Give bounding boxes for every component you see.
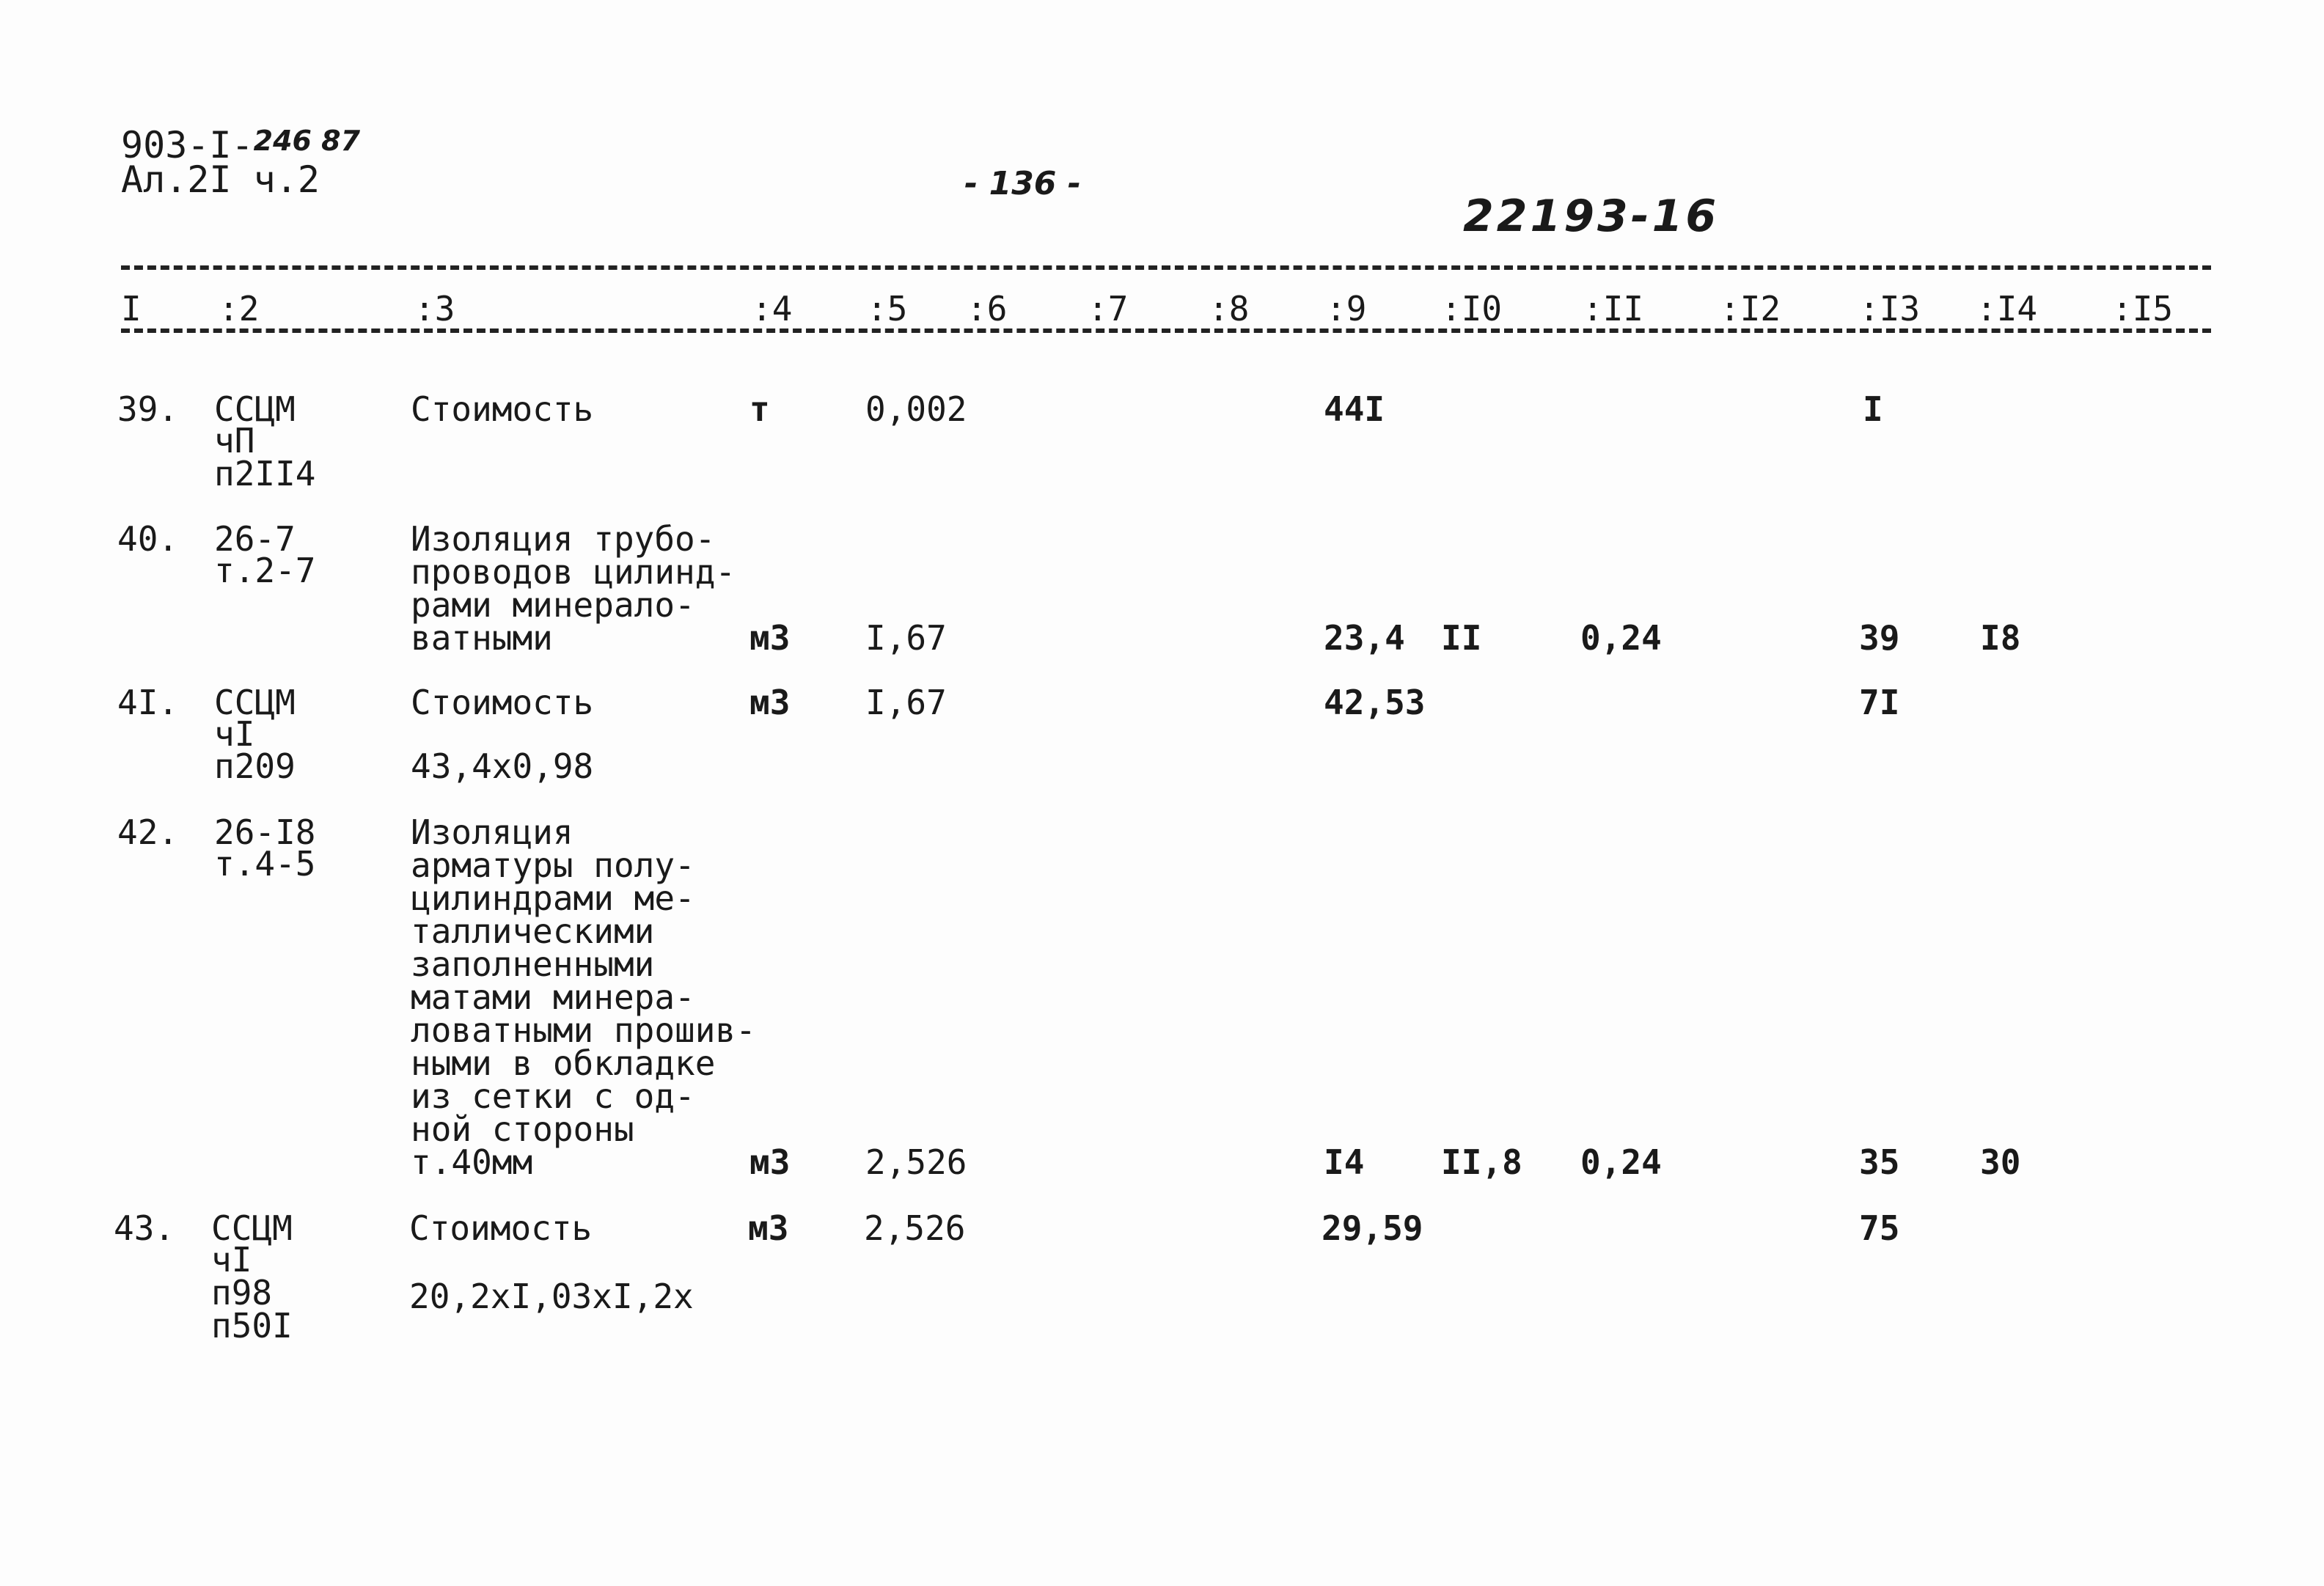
- quantity: 0,002: [865, 389, 967, 429]
- unit: м3: [749, 618, 791, 658]
- norm-code-line: п2II4: [214, 454, 316, 493]
- price-calculation: 43,4х0,98: [411, 746, 594, 786]
- col14-value: I8: [1980, 618, 2021, 658]
- handwritten-doc-number: 246 87: [253, 125, 361, 157]
- col13-value: 35: [1859, 1142, 1900, 1182]
- column-header: I: [121, 289, 142, 328]
- norm-code-line: ССЦМ: [211, 1208, 293, 1248]
- row-number: 40.: [117, 519, 179, 559]
- col9-value: I4: [1324, 1142, 1365, 1182]
- work-description-line: ной стороны: [411, 1109, 634, 1149]
- work-description-line: ватными: [411, 618, 553, 658]
- unit: м3: [749, 683, 791, 722]
- column-header: :7: [1088, 289, 1129, 328]
- page-number: - 136 -: [964, 165, 1082, 202]
- work-description-line: из сетки с од-: [411, 1076, 695, 1116]
- norm-code-line: ССЦМ: [214, 389, 296, 429]
- norm-code-line: п50I: [211, 1306, 293, 1345]
- column-header: :6: [967, 289, 1008, 328]
- column-header: :8: [1209, 289, 1250, 328]
- col9-value: 44I: [1324, 389, 1385, 429]
- stamp-number: 22193-16: [1463, 191, 1720, 242]
- norm-code-line: 26-I8: [214, 812, 316, 852]
- document-code: 903-I-$^{246 87}$: [121, 124, 361, 166]
- work-description-line: ными в обкладке: [411, 1043, 716, 1083]
- row-number: 39.: [117, 389, 179, 429]
- column-header: :5: [867, 289, 908, 328]
- work-description-line: проводов цилинд-: [411, 552, 736, 592]
- unit: т: [749, 389, 770, 429]
- column-header: :4: [752, 289, 793, 328]
- row-number: 43.: [114, 1208, 175, 1248]
- column-header: :2: [219, 289, 260, 328]
- work-description-line: Стоимость: [411, 683, 594, 722]
- quantity: 2,526: [865, 1142, 967, 1182]
- work-description-line: арматуры полу-: [411, 845, 695, 885]
- work-description-line: матами минера-: [411, 977, 695, 1017]
- quantity: I,67: [865, 618, 947, 658]
- col14-value: 30: [1980, 1142, 2021, 1182]
- quantity: 2,526: [864, 1208, 966, 1248]
- norm-code-line: чI: [214, 714, 255, 754]
- quantity: I,67: [865, 683, 947, 722]
- price-calculation: 20,2хI,03хI,2х: [409, 1277, 694, 1316]
- work-description-line: Изоляция: [411, 812, 573, 852]
- work-description-line: цилиндрами ме-: [411, 878, 695, 918]
- work-description-line: Изоляция трубо-: [411, 519, 716, 559]
- table-top-rule: [121, 265, 2211, 270]
- work-description-line: ловатными прошив-: [411, 1010, 756, 1050]
- work-description-line: Стоимость: [411, 389, 594, 429]
- col11-value: 0,24: [1580, 618, 1662, 658]
- column-header: :9: [1326, 289, 1367, 328]
- col9-value: 42,53: [1324, 683, 1426, 722]
- norm-code-line: т.4-5: [214, 844, 316, 884]
- work-description-line: т.40мм: [411, 1142, 533, 1182]
- work-description-line: таллическими: [411, 911, 655, 951]
- work-description-line: рами минерало-: [411, 585, 695, 625]
- col9-value: 23,4: [1324, 618, 1405, 658]
- norm-code-line: чI: [211, 1240, 252, 1280]
- row-number: 4I.: [117, 683, 179, 722]
- work-description-line: Стоимость: [409, 1208, 593, 1248]
- column-header: :I4: [1976, 289, 2038, 328]
- norm-code-line: 26-7: [214, 519, 296, 559]
- column-header: :I5: [2112, 289, 2174, 328]
- column-header: :I2: [1720, 289, 1781, 328]
- column-header: :II: [1583, 289, 1644, 328]
- col13-value: 75: [1859, 1208, 1900, 1248]
- col13-value: I: [1863, 389, 1883, 429]
- work-description-line: заполненными: [411, 944, 655, 984]
- unit: м3: [749, 1142, 791, 1182]
- norm-code-line: чП: [214, 421, 255, 460]
- col11-value: 0,24: [1580, 1142, 1662, 1182]
- col13-value: 39: [1859, 618, 1900, 658]
- table-header-rule: [121, 328, 2211, 333]
- column-header: :I3: [1859, 289, 1921, 328]
- col9-value: 29,59: [1322, 1208, 1423, 1248]
- column-header: :I0: [1441, 289, 1503, 328]
- col10-value: II,8: [1441, 1142, 1522, 1182]
- col10-value: II: [1441, 618, 1482, 658]
- norm-code-line: п98: [211, 1273, 273, 1313]
- unit: м3: [748, 1208, 789, 1248]
- norm-code-line: ССЦМ: [214, 683, 296, 722]
- col13-value: 7I: [1859, 683, 1900, 722]
- norm-code-line: т.2-7: [214, 551, 316, 590]
- column-header: :3: [414, 289, 455, 328]
- album-part: Ал.2I ч.2: [121, 158, 320, 201]
- norm-code-line: п209: [214, 746, 296, 786]
- row-number: 42.: [117, 812, 179, 852]
